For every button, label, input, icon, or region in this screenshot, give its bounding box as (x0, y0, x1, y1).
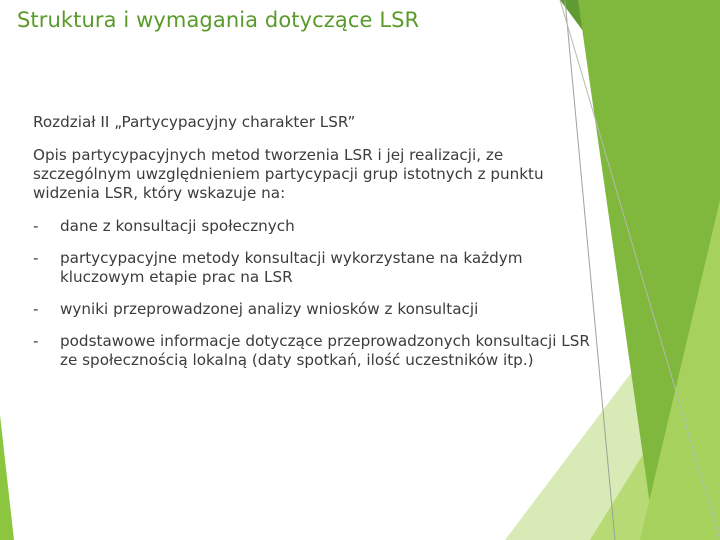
requirement-list (33, 217, 605, 370)
bullet-dash: - (33, 332, 39, 350)
chapter-heading: Rozdział II „Partycypacyjny charakter LSR” (33, 113, 356, 131)
intro-paragraph: Opis partycypacyjnych metod tworzenia LSR i jej realizacji, ze szczególnym uwzględnieniem partycypacji grup istotnych z punktu widzenia LSR, który wskazuje na: (33, 146, 544, 202)
list-item-text: partycypacyjne metody konsultacji wykorzystane na każdym kluczowym etapie prac na LSR (60, 249, 523, 286)
left-edge-triangle (0, 415, 14, 540)
list-item-text: dane z konsultacji społecznych (60, 217, 295, 235)
list-item-text: wyniki przeprowadzonej analizy wniosków z konsultacji (60, 300, 479, 318)
bullet-dash: - (33, 217, 39, 235)
bullet-dash: - (33, 300, 39, 318)
list-item (33, 217, 605, 236)
list-item-text: podstawowe informacje dotyczące przeprowadzonych konsultacji LSR ze społecznością lokalną (daty spotkań, ilość uczestników itp.) (60, 332, 590, 369)
slide-content (33, 113, 605, 383)
slide-title: Struktura i wymagania dotyczące LSR (17, 8, 420, 32)
list-item (33, 300, 605, 319)
list-item (33, 249, 605, 287)
bullet-dash: - (33, 249, 39, 267)
list-item (33, 332, 605, 370)
